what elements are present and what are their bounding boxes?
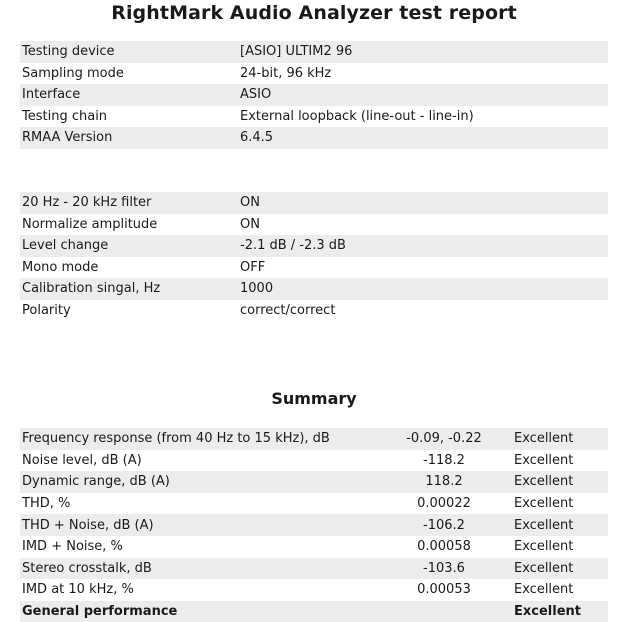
table-row: [20, 127, 608, 149]
test-settings-table: [20, 192, 608, 321]
param-cell: IMD + Noise, %: [22, 539, 123, 555]
row-value: ON: [238, 192, 608, 214]
table-row: [20, 63, 608, 85]
row-label: RMAA Version: [20, 127, 238, 149]
value-cell: [386, 601, 502, 622]
table-row: [20, 192, 608, 214]
param-cell: IMD at 10 kHz, %: [22, 582, 134, 598]
rating-cell: Excellent: [514, 539, 574, 555]
rating-cell: Excellent: [502, 428, 608, 450]
row-value: correct/correct: [240, 302, 336, 318]
general-performance-label: General performance: [20, 601, 386, 622]
row-value: External loopback (line-out - line-in): [240, 108, 474, 124]
row-value: ASIO: [238, 84, 608, 106]
table-row: [20, 84, 608, 106]
summary-heading: Summary: [271, 389, 357, 408]
table-row: [20, 514, 608, 536]
rating-cell: Excellent: [514, 496, 574, 512]
row-label: Sampling mode: [22, 65, 124, 81]
table-row: [20, 428, 608, 450]
table-row: [20, 300, 608, 322]
value-cell: -118.2: [423, 452, 465, 468]
table-row: [20, 536, 608, 558]
table-row: [20, 106, 608, 128]
row-label: Level change: [20, 235, 238, 257]
row-label: Normalize amplitude: [22, 216, 158, 232]
row-value: 1000: [238, 278, 608, 300]
rating-cell: Excellent: [502, 514, 608, 536]
param-cell: THD, %: [22, 496, 71, 512]
table-row: [20, 558, 608, 580]
table-row: [20, 471, 608, 493]
value-cell: -103.6: [386, 558, 502, 580]
table-row: [20, 214, 608, 236]
value-cell: 0.00053: [417, 582, 471, 598]
row-label: Testing device: [20, 41, 238, 63]
rating-cell: Excellent: [502, 558, 608, 580]
value-cell: -0.09, -0.22: [386, 428, 502, 450]
row-value: 6.4.5: [238, 127, 608, 149]
table-row: [20, 450, 608, 472]
row-value: OFF: [240, 259, 266, 275]
rating-cell: Excellent: [514, 452, 574, 468]
summary-table: [20, 428, 608, 622]
param-cell: Stereo crosstalk, dB: [20, 558, 386, 580]
row-value: ON: [240, 216, 260, 232]
table-row: [20, 235, 608, 257]
row-label: Calibration singal, Hz: [20, 278, 238, 300]
row-label: Testing chain: [22, 108, 108, 124]
rating-cell: Excellent: [502, 471, 608, 493]
table-row: [20, 41, 608, 63]
value-cell: 118.2: [386, 471, 502, 493]
table-row: [20, 579, 608, 601]
row-label: 20 Hz - 20 kHz filter: [20, 192, 238, 214]
table-row: [20, 257, 608, 279]
table-row: [20, 493, 608, 515]
param-cell: Frequency response (from 40 Hz to 15 kHz), dB: [20, 428, 386, 450]
general-performance-rating: Excellent: [502, 601, 608, 622]
value-cell: 0.00058: [417, 539, 471, 555]
row-value: 24-bit, 96 kHz: [240, 65, 332, 81]
general-performance-row: [20, 601, 608, 622]
row-label: Mono mode: [22, 259, 99, 275]
param-cell: Dynamic range, dB (A): [20, 471, 386, 493]
device-info-table: [20, 41, 608, 149]
rating-cell: Excellent: [514, 582, 574, 598]
report-title: RightMark Audio Analyzer test report: [111, 2, 517, 24]
value-cell: 0.00022: [417, 496, 471, 512]
row-value: [ASIO] ULTIM2 96: [238, 41, 608, 63]
row-label: Interface: [20, 84, 238, 106]
row-label: Polarity: [22, 302, 71, 318]
param-cell: THD + Noise, dB (A): [20, 514, 386, 536]
param-cell: Noise level, dB (A): [22, 452, 142, 468]
row-value: -2.1 dB / -2.3 dB: [238, 235, 608, 257]
value-cell: -106.2: [386, 514, 502, 536]
table-row: [20, 278, 608, 300]
